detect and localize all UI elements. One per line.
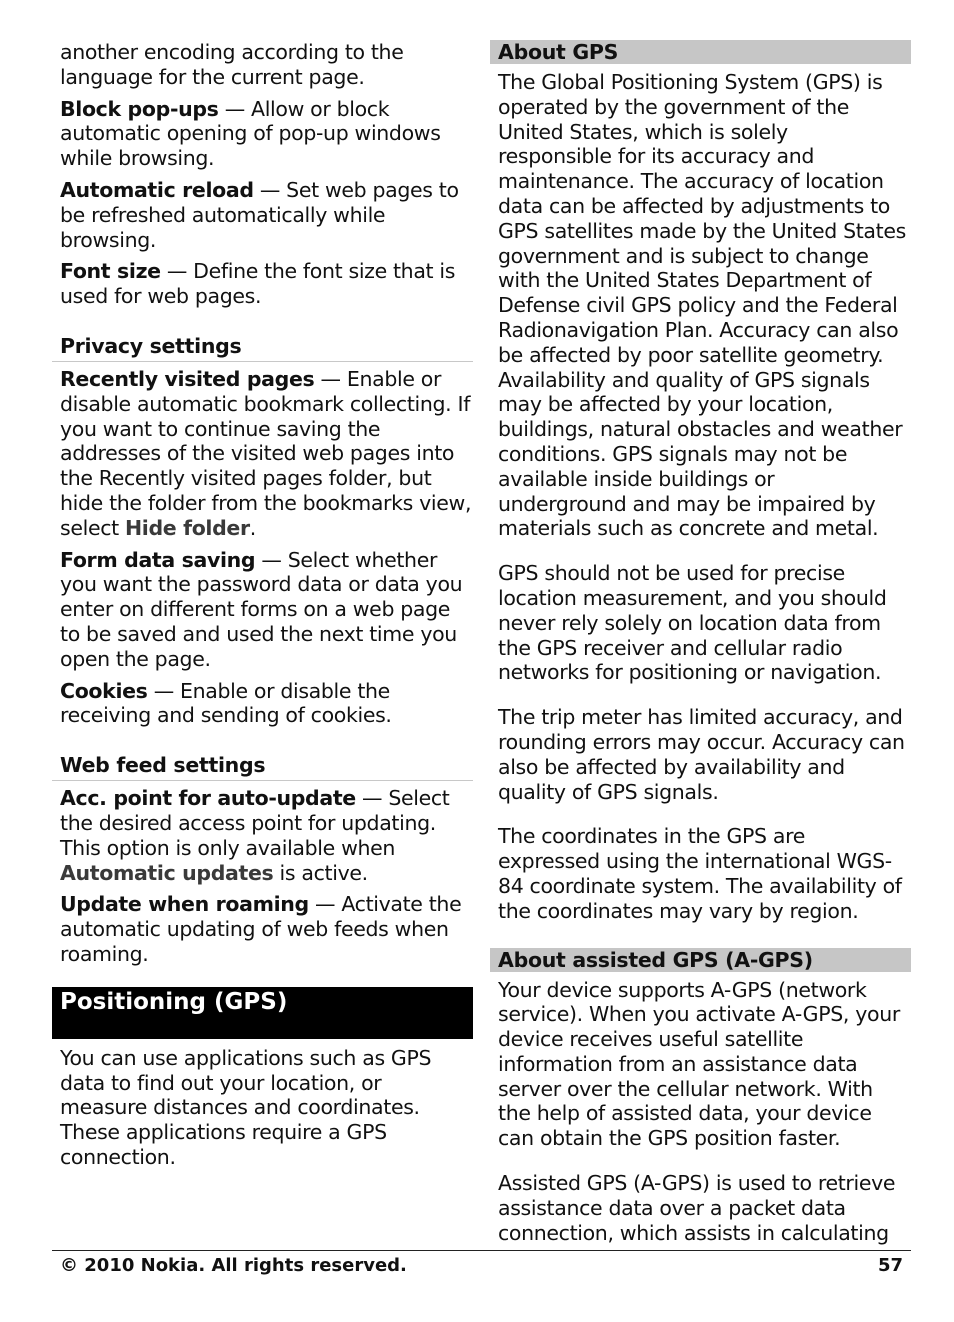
page-footer [52, 1250, 911, 1281]
about-gps-paragraph: The trip meter has limited accuracy, and rounding errors may occur. Accuracy can also be affected by availability and quality of GPS signals. [498, 705, 905, 804]
setting-desc: — Select the desired access point for updating. This option is only available when [60, 786, 450, 860]
setting-font-size [52, 259, 473, 309]
about-gps-paragraph: GPS should not be used for precise location measurement, and you should never rely solely on location data from the GPS receiver and cellular radio networks for positioning or navigation. [498, 561, 887, 685]
setting-term: Update when roaming [60, 892, 309, 917]
setting-desc: — Select whether you want the password data or data you enter on different forms on a web page to be saved and used the next time you open the page. [60, 547, 463, 671]
section-heading-positioning: Positioning (GPS) [52, 987, 473, 1039]
setting-term: Cookies [60, 678, 148, 703]
setting-form-data-saving [52, 548, 473, 672]
about-agps-heading: About assisted GPS (A-GPS) [490, 948, 911, 972]
setting-desc: — Enable or disable the receiving and sending of cookies. [60, 678, 392, 728]
setting-desc: — Set web pages to be refreshed automatically while browsing. [60, 177, 459, 252]
right-column [490, 40, 911, 1245]
web-feed-settings-heading: Web feed settings [52, 752, 473, 781]
setting-term: Font size [60, 259, 161, 284]
agps-paragraph: Assisted GPS (A-GPS) is used to retrieve assistance data over a packet data connection, which assists in calculating [498, 1171, 896, 1245]
positioning-intro: You can use applications such as GPS data to find out your location, or measure distances and coordinates. These applications require a GPS connection. [60, 1045, 432, 1169]
setting-term: Form data saving [60, 547, 256, 572]
setting-term: Automatic reload [60, 177, 254, 202]
setting-desc: — Define the font size that is used for web pages. [60, 259, 456, 309]
setting-desc: — Enable or disable automatic bookmark collecting. If you want to continue saving the addresses of the visited web pages into the Recently visited pages folder, but hide the folder from the bookmarks view, select [60, 366, 472, 540]
privacy-settings-heading: Privacy settings [52, 333, 473, 362]
setting-term: Acc. point for auto-update [60, 786, 356, 811]
about-gps-paragraph: The Global Positioning System (GPS) is operated by the government of the United States, which is solely responsible for its accuracy and maintenance. The accuracy of location data can be affected by adjustments to GPS satellites made by the United States government and is subject to change with the United States Department of Defense civil GPS policy and the Federal Radionavigation Plan. Accuracy can also be affected by poor satellite geometry. Availability and quality of GPS signals may be affected by your location, buildings, natural obstacles and weather conditions. GPS signals may not be available inside buildings or underground and may be impaired by materials such as concrete and metal. [498, 70, 906, 541]
about-gps-heading: About GPS [490, 40, 911, 64]
page-number: 57 [877, 1255, 903, 1276]
setting-desc: — Allow or block automatic opening of pop-up windows while browsing. [60, 96, 441, 171]
setting-acc-point: Acc. point for auto-update — Select the desired access point for updating. This option is only available when Automatic updates is active. [60, 786, 450, 885]
setting-term: Recently visited pages [60, 366, 315, 391]
setting-term: Block pop-ups [60, 96, 219, 121]
setting-recently-visited: Recently visited pages — Enable or disable automatic bookmark collecting. If you want to continue saving the addresses of the visited web pages into the Recently visited pages folder, but hide the folder from the bookmarks view, select Hide folder. [60, 366, 472, 540]
setting-block-popups [52, 97, 473, 171]
agps-paragraph: Your device supports A-GPS (network service). When you activate A-GPS, your device receives useful satellite information from an assistance data server over the cellular network. With the help of assisted data, your device can obtain the GPS position faster. [498, 977, 900, 1151]
about-gps-paragraph: The coordinates in the GPS are expressed using the international WGS-84 coordinate system. The availability of the coordinates may vary by region. [498, 824, 902, 923]
continuation-text: another encoding according to the language for the current page. [60, 40, 404, 89]
setting-desc: — Activate the automatic updating of web feeds when roaming. [60, 892, 462, 966]
option-hide-folder: Hide folder [124, 515, 250, 540]
setting-cookies [52, 679, 473, 729]
left-column [52, 40, 473, 1170]
option-automatic-updates: Automatic updates [60, 860, 274, 885]
copyright-text: © 2010 Nokia. All rights reserved. [60, 1255, 407, 1276]
setting-automatic-reload [52, 178, 473, 252]
setting-update-roaming [52, 892, 473, 966]
